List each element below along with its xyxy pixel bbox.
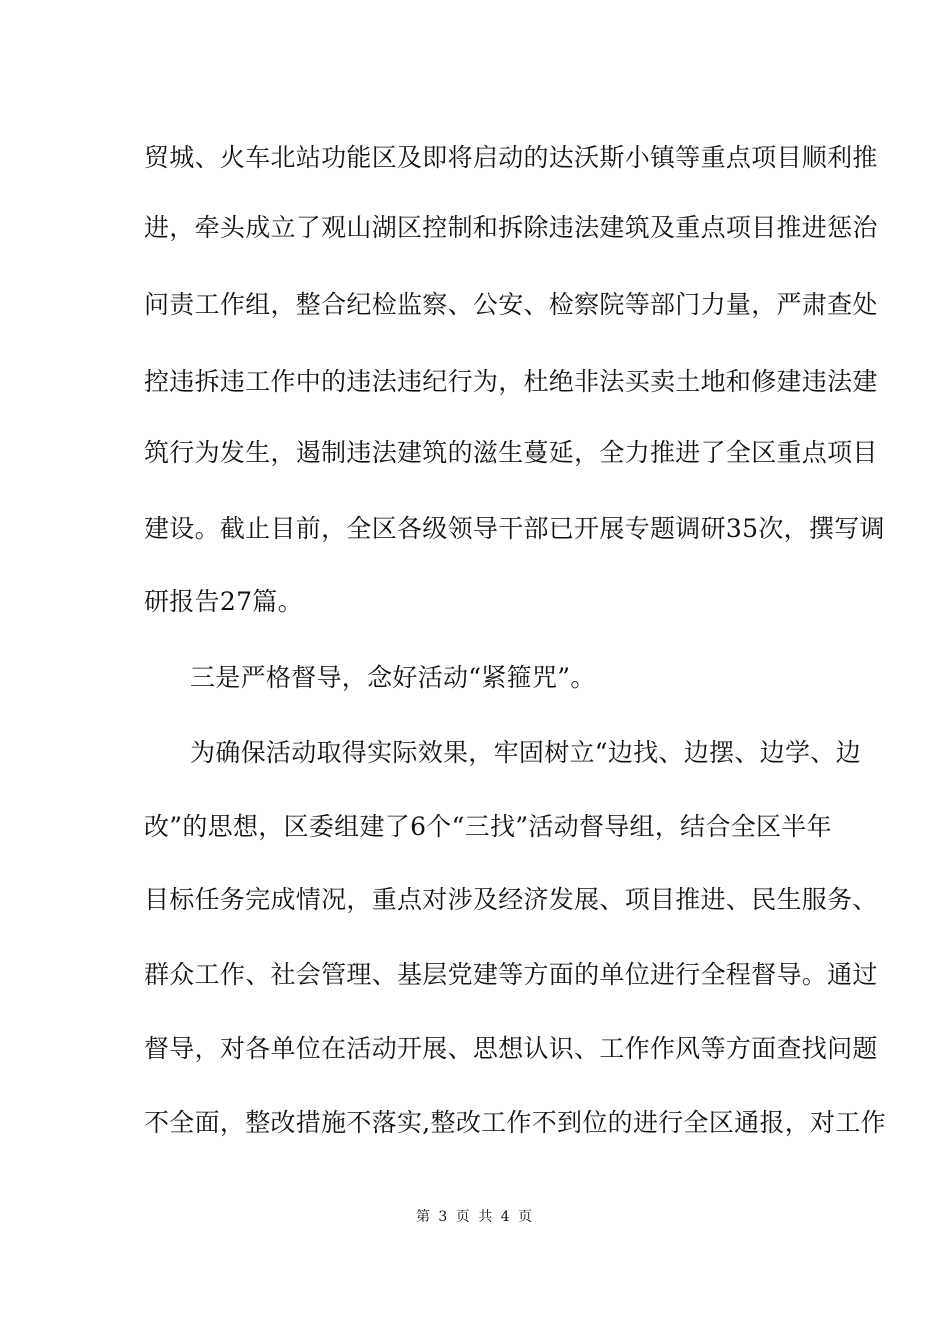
body-text-line: 问责工作组，整合纪检监察、公安、检察院等部门力量，严肃查处 <box>144 290 878 319</box>
body-text-line: 督导，对各单位在活动开展、思想认识、工作作风等方面查找问题 <box>144 1034 878 1063</box>
page-number-footer: 第 3 页 共 4 页 <box>415 1209 535 1225</box>
body-text-line: 建设。截止目前，全区各级领导干部已开展专题调研35次，撰写调 <box>144 514 885 543</box>
body-text-line: 进，牵头成立了观山湖区控制和拆除违法建筑及重点项目推进惩治 <box>144 213 878 242</box>
body-text-line: 群众工作、社会管理、基层党建等方面的单位进行全程督导。通过 <box>144 960 878 989</box>
body-text-line: 贸城、火车北站功能区及即将启动的达沃斯小镇等重点项目顺利推 <box>144 143 878 172</box>
body-text-line: 不全面，整改措施不落实,整改工作不到位的进行全区通报，对工作 <box>144 1108 886 1137</box>
section-heading: 三是严格督导，念好活动“紧箍咒”。 <box>190 663 596 692</box>
body-text-line: 为确保活动取得实际效果，牢固树立“边找、边摆、边学、边 <box>190 738 861 767</box>
body-text-line: 研报告27篇。 <box>144 587 303 616</box>
body-text-line: 改”的思想，区委组建了6个“三找”活动督导组，结合全区半年 <box>144 812 832 841</box>
body-text-line: 控违拆违工作中的违法违纪行为，杜绝非法买卖土地和修建违法建 <box>144 367 878 396</box>
body-text-line: 筑行为发生，遏制违法建筑的滋生蔓延，全力推进了全区重点项目 <box>144 438 878 467</box>
body-text-line: 目标任务完成情况，重点对涉及经济发展、项目推进、民生服务、 <box>144 885 878 914</box>
